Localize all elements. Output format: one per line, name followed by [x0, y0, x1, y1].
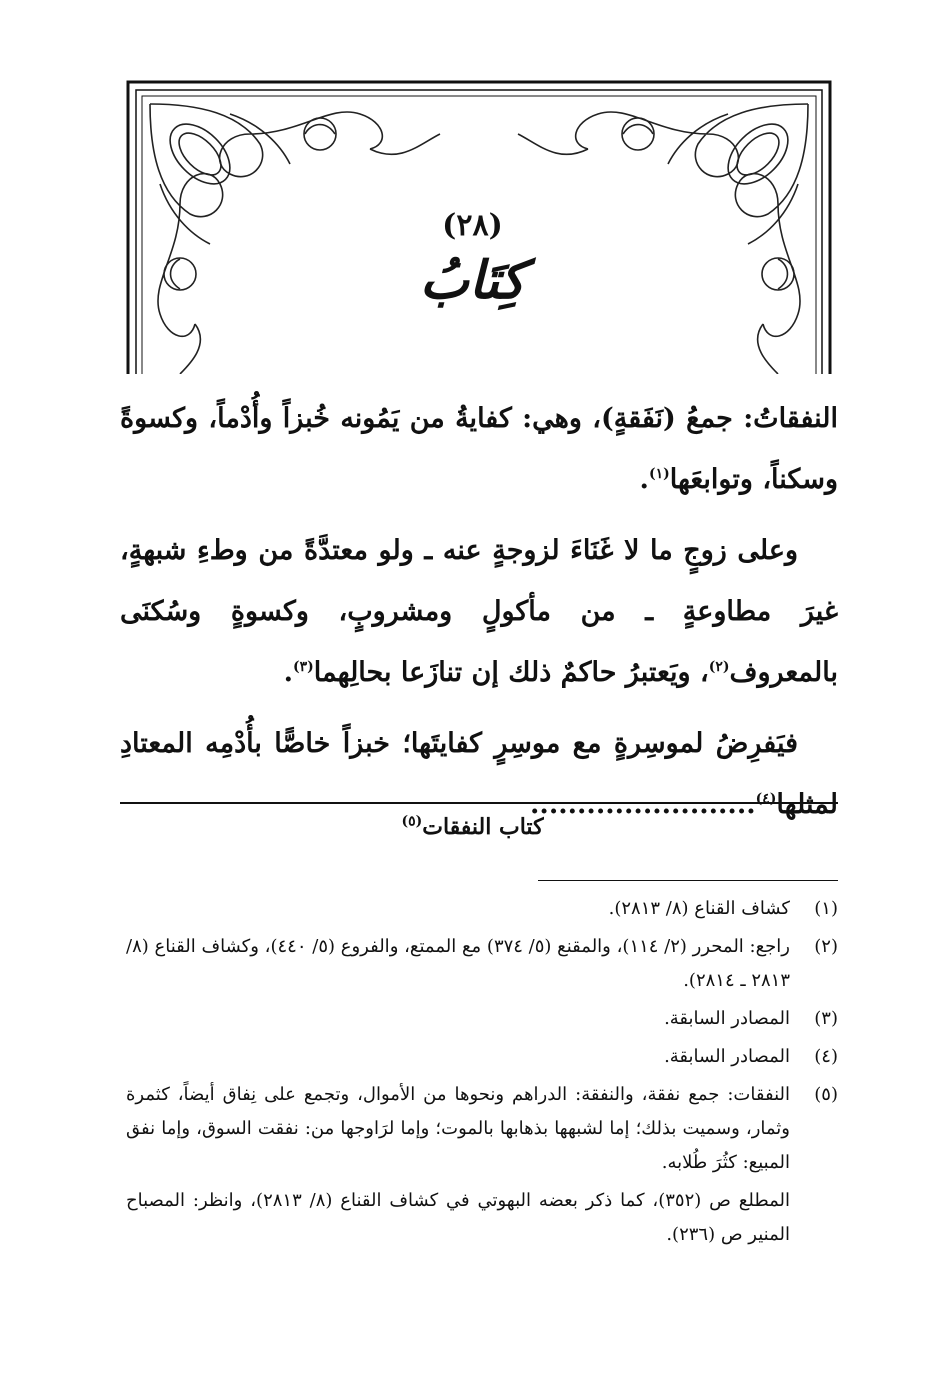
- paragraph-text: النفقاتُ: جمعُ (نَفَقةٍ)، وهي: كفايةُ من يَمُونه خُبزاً وأُدْماً، وكسوةً وسكناً، وتوابعَها: [120, 403, 838, 495]
- margin-title: [0, 814, 945, 840]
- footnote-ref[interactable]: (٥): [401, 813, 423, 830]
- paragraph-tail: .: [283, 657, 293, 688]
- footnote-ref[interactable]: (٤): [755, 791, 777, 807]
- footnote-number: (١): [814, 898, 838, 919]
- footnote-item: [126, 892, 838, 926]
- main-divider: [120, 802, 838, 804]
- footnote-ref[interactable]: (٢): [708, 659, 730, 675]
- footnote-item: [126, 930, 838, 998]
- main-text: [120, 388, 838, 845]
- continuation-dots: ........................: [530, 789, 756, 820]
- footnotes: [126, 892, 838, 1252]
- paragraph-text: فيَفرِضُ لموسِرةٍ مع موسِرٍ كفايتَها؛ خبزاً خاصًّا بأُدْمِه المعتادِ لمثلها: [120, 728, 838, 820]
- paragraph-2: [120, 520, 838, 703]
- footnote-number: (٥): [814, 1084, 838, 1105]
- footnote-number: (٢): [814, 936, 838, 957]
- chapter-number: (٢٨): [442, 208, 503, 243]
- footnote-ref[interactable]: (١): [648, 466, 670, 482]
- paragraph-tail: ، ويَعتبرُ حاكمٌ ذلك إن تنازَعا بحالِهما: [313, 657, 709, 688]
- footnote-text: المصادر السابقة.: [664, 1008, 790, 1029]
- footnote-divider: [538, 880, 838, 881]
- paragraph-1: [120, 388, 838, 510]
- chapter-title: كِتَابُ: [419, 250, 526, 311]
- margin-title-text: كتاب النفقات: [422, 814, 544, 840]
- footnote-text: النفقات: جمع نفقة، والنفقة: الدراهم ونحوها من الأموال، وتجمع على نِفاق أيضاً، كثمرة وثمار، وسميت بذلك؛ إما لشبهها بذهابها بالموت؛ وإما لرَاوجها من: نفقت السوق، وإما نفق المبيع: كثُرَ طُلابه.: [126, 1084, 790, 1173]
- footnote-item: [126, 1078, 838, 1180]
- footnote-item: [126, 1040, 838, 1074]
- paragraph-text: وعلى زوجٍ ما لا غَنَاءَ لزوجةٍ عنه ـ ولو معتدَّةً من وطءِ شبهةٍ، غيرَ مطاوعةٍ ـ من مأكولٍ ومشروبٍ، وكسوةٍ وسُكنَى بالمعروف: [120, 535, 838, 688]
- footnote-continuation: المطلع ص (٣٥٢)، كما ذكر بعضه البهوتي في كشاف القناع (٨/ ٢٨١٣)، وانظر: المصباح المنير ص (٢٣٦).: [126, 1190, 790, 1245]
- footnote-ref[interactable]: (٣): [293, 659, 314, 675]
- footnote-item: [126, 1002, 838, 1036]
- paragraph-tail: .: [639, 464, 649, 495]
- footnote-text: كشاف القناع (٨/ ٢٨١٣).: [608, 898, 790, 919]
- footnote-number: (٤): [814, 1046, 838, 1067]
- footnote-text: راجع: المحرر (٢/ ١١٤)، والمقنع (٥/ ٣٧٤) مع الممتع، والفروع (٥/ ٤٤٠)، وكشاف القناع (٨/ ٢٨١٣ ـ ٢٨١٤).: [126, 936, 790, 991]
- footnote-text: المصادر السابقة.: [664, 1046, 790, 1067]
- footnote-number: (٣): [814, 1008, 838, 1029]
